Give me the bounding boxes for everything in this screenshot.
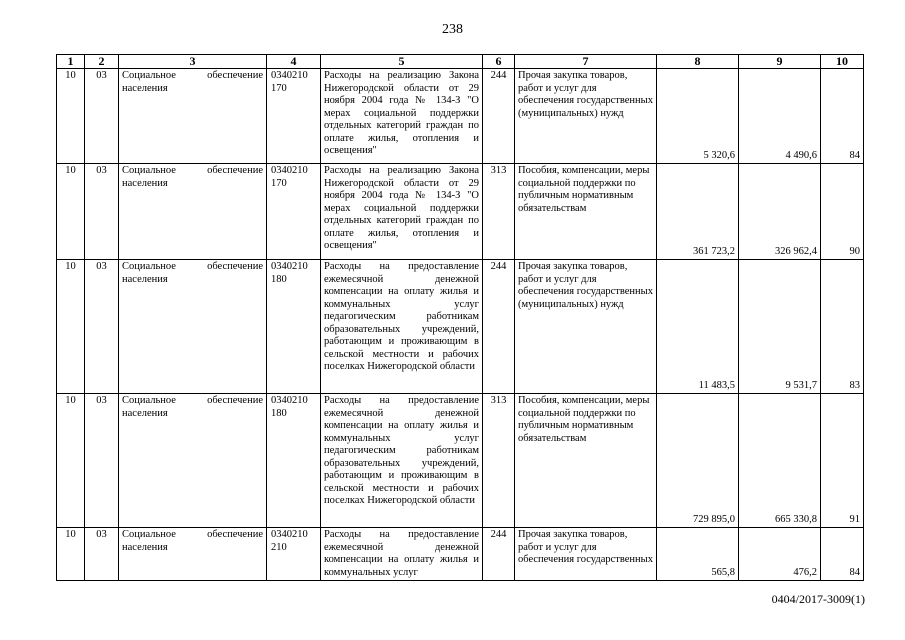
actual-amount: 665 330,8	[739, 394, 821, 528]
expense-description: Расходы на предоставление ежемесячной денежной компенсации на оплату жилья и коммунальных услуг педагогическим работникам образовательных учреждений, работающим и проживающим в сельской местности и рабочих поселках Нижегородской области	[321, 394, 483, 528]
target-item-code: 0340210 170	[267, 69, 321, 164]
expense-type-name: Прочая закупка товаров, работ и услуг для обеспечения государственных (муниципальных) нужд	[515, 69, 657, 164]
expense-type-code: 313	[483, 164, 515, 260]
expense-description: Расходы на предоставление ежемесячной денежной компенсации на оплату жилья и коммунальных услуг	[321, 528, 483, 581]
section-code: 10	[57, 260, 85, 394]
header-cell-1: 1	[57, 55, 85, 69]
section-code: 10	[57, 164, 85, 260]
section-name: Социальное обеспечение населения	[119, 69, 267, 164]
expense-type-code: 244	[483, 260, 515, 394]
section-name: Социальное обеспечение населения	[119, 528, 267, 581]
expense-type-code: 244	[483, 528, 515, 581]
subsection-code: 03	[85, 528, 119, 581]
expense-type-code: 244	[483, 69, 515, 164]
budget-table	[56, 54, 864, 581]
header-cell-3: 3	[119, 55, 267, 69]
expense-description: Расходы на реализацию Закона Нижегородской области от 29 ноября 2004 года № 134-З "О мерах социальной поддержки отдельных категорий граждан по оплате жилья, отопления и освещения"	[321, 69, 483, 164]
expense-type-name: Пособия, компенсации, меры социальной поддержки по публичным нормативным обязательствам	[515, 164, 657, 260]
expense-description: Расходы на предоставление ежемесячной денежной компенсации на оплату жилья и коммунальных услуг педагогическим работникам образовательных учреждений, работающим и проживающим в сельской местности и рабочих поселках Нижегородской области	[321, 260, 483, 394]
header-cell-4: 4	[267, 55, 321, 69]
subsection-code: 03	[85, 164, 119, 260]
header-row	[57, 55, 864, 69]
expense-type-code: 313	[483, 394, 515, 528]
page-number: 238	[442, 22, 463, 37]
header-cell-6: 6	[483, 55, 515, 69]
planned-amount: 729 895,0	[657, 394, 739, 528]
subsection-code: 03	[85, 260, 119, 394]
header-cell-5: 5	[321, 55, 483, 69]
execution-percent: 90	[821, 164, 864, 260]
header-cell-2: 2	[85, 55, 119, 69]
expense-description: Расходы на реализацию Закона Нижегородской области от 29 ноября 2004 года № 134-З "О мерах социальной поддержки отдельных категорий граждан по оплате жилья, отопления и освещения"	[321, 164, 483, 260]
header-cell-10: 10	[821, 55, 864, 69]
table-row	[57, 69, 864, 164]
execution-percent: 83	[821, 260, 864, 394]
target-item-code: 0340210 180	[267, 394, 321, 528]
header-cell-8: 8	[657, 55, 739, 69]
table-row	[57, 528, 864, 581]
planned-amount: 361 723,2	[657, 164, 739, 260]
planned-amount: 565,8	[657, 528, 739, 581]
header-cell-7: 7	[515, 55, 657, 69]
table-row	[57, 164, 864, 260]
execution-percent: 84	[821, 528, 864, 581]
planned-amount: 5 320,6	[657, 69, 739, 164]
subsection-code: 03	[85, 394, 119, 528]
execution-percent: 84	[821, 69, 864, 164]
actual-amount: 476,2	[739, 528, 821, 581]
target-item-code: 0340210 170	[267, 164, 321, 260]
table-row	[57, 260, 864, 394]
actual-amount: 326 962,4	[739, 164, 821, 260]
execution-percent: 91	[821, 394, 864, 528]
section-name: Социальное обеспечение населения	[119, 164, 267, 260]
section-code: 10	[57, 528, 85, 581]
section-name: Социальное обеспечение населения	[119, 260, 267, 394]
document-code: 0404/2017-3009(1)	[771, 592, 865, 606]
target-item-code: 0340210 210	[267, 528, 321, 581]
expense-type-name: Прочая закупка товаров, работ и услуг для обеспечения государственных	[515, 528, 657, 581]
planned-amount: 11 483,5	[657, 260, 739, 394]
subsection-code: 03	[85, 69, 119, 164]
actual-amount: 4 490,6	[739, 69, 821, 164]
target-item-code: 0340210 180	[267, 260, 321, 394]
expense-type-name: Пособия, компенсации, меры социальной поддержки по публичным нормативным обязательствам	[515, 394, 657, 528]
table-row	[57, 394, 864, 528]
actual-amount: 9 531,7	[739, 260, 821, 394]
header-cell-9: 9	[739, 55, 821, 69]
expense-type-name: Прочая закупка товаров, работ и услуг для обеспечения государственных (муниципальных) нужд	[515, 260, 657, 394]
section-name: Социальное обеспечение населения	[119, 394, 267, 528]
section-code: 10	[57, 394, 85, 528]
section-code: 10	[57, 69, 85, 164]
